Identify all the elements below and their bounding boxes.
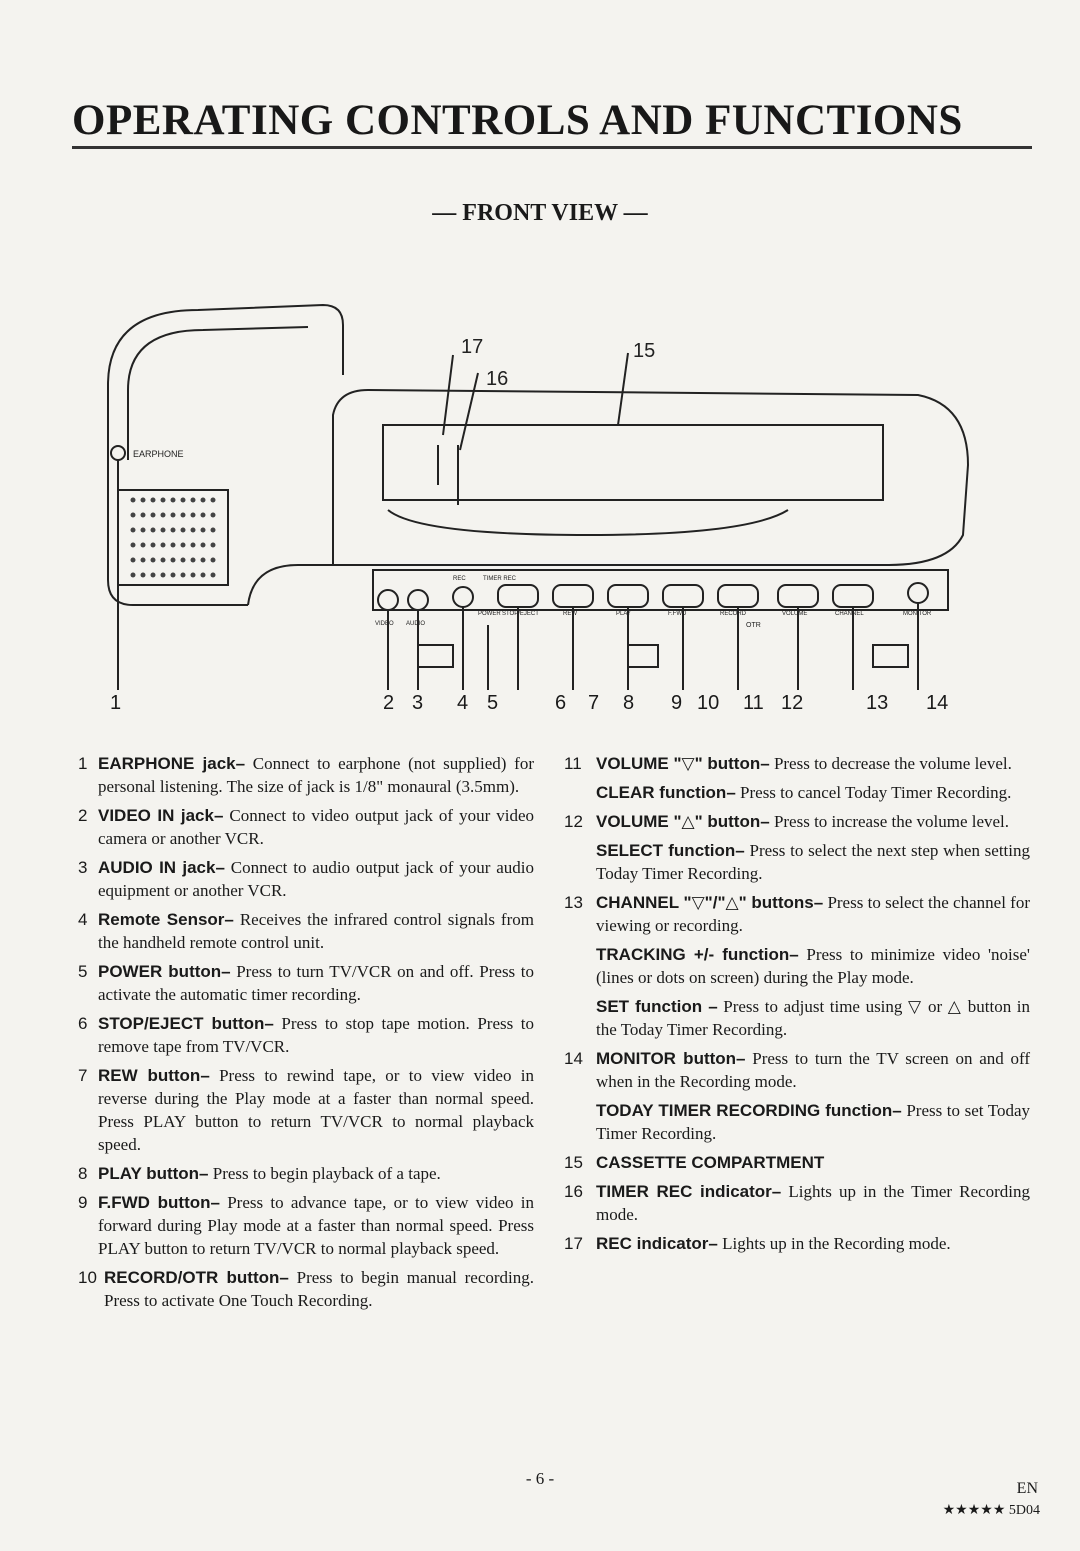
callout-9: 9: [671, 692, 683, 714]
list-item: 15 CASSETTE COMPARTMENT: [564, 1153, 825, 1172]
callout-10: 10: [697, 692, 720, 714]
list-item: 14 MONITOR button– Press to turn the TV screen on and off when in the Recording mode.: [564, 1049, 1030, 1091]
callout-17: 17: [461, 336, 484, 358]
list-item: 12 VOLUME "△" button– Press to increase the volume level.: [564, 812, 1010, 831]
list-subitem: TODAY TIMER RECORDING function– Press to set Today Timer Recording.: [596, 1101, 1030, 1143]
list-item: 17 REC indicator– Lights up in the Recording mode.: [564, 1234, 951, 1253]
callout-15: 15: [633, 340, 656, 362]
list-item: 16 TIMER REC indicator– Lights up in the Timer Recording mode.: [564, 1182, 1030, 1224]
callout-8: 8: [623, 692, 635, 714]
list-item: 1 EARPHONE jack– Connect to earphone (not supplied) for personal listening. The size of jack is 1/8" monaural (3.5mm).: [78, 754, 534, 796]
list-subitem: SET function – Press to adjust time using ▽ or △ button in the Today Timer Recording.: [596, 997, 1031, 1039]
callout-5: 5: [487, 692, 499, 714]
rec-label: REC: [453, 576, 466, 582]
channel-label: CHANNEL: [835, 611, 864, 617]
earphone-label: EARPHONE: [133, 449, 184, 459]
list-item: 4 Remote Sensor– Receives the infrared control signals from the handheld remote control unit.: [78, 910, 534, 952]
callout-14: 14: [926, 692, 949, 714]
callout-6: 6: [555, 692, 567, 714]
callout-13: 13: [866, 692, 889, 714]
power-label: POWER: [478, 611, 501, 617]
list-item: 5 POWER button– Press to turn TV/VCR on and off. Press to activate the automatic timer recording.: [78, 962, 534, 1004]
video-label: VIDEO: [375, 621, 394, 627]
language-code: EN: [1016, 1480, 1038, 1497]
callout-1: 1: [110, 692, 122, 714]
document-code: ★★★★★ 5D04: [942, 1503, 1040, 1518]
page-title: OPERATING CONTROLS AND FUNCTIONS: [72, 97, 963, 144]
monitor-label: MONITOR: [903, 611, 932, 617]
callout-2: 2: [383, 692, 395, 714]
ffwd-label: F.FWD: [668, 611, 687, 617]
front-view-diagram: [88, 235, 1033, 690]
list-item: 3 AUDIO IN jack– Connect to audio output jack of your audio equipment or another VCR.: [78, 858, 535, 900]
callout-3: 3: [412, 692, 424, 714]
volume-label: VOLUME: [782, 611, 808, 617]
callout-4: 4: [457, 692, 469, 714]
list-item: 9 F.FWD button– Press to advance tape, or to view video in forward during Play mode at a faster than normal speed. Press PLAY button to return TV/VCR to normal playback speed.: [78, 1193, 534, 1258]
left-column: [78, 752, 534, 1318]
record-label: RECORD: [720, 611, 747, 617]
list-item: 2 VIDEO IN jack– Connect to video output jack of your video camera or another VCR.: [78, 806, 535, 848]
list-item: 10 RECORD/OTR button– Press to begin manual recording. Press to activate One Touch Recording.: [78, 1268, 534, 1310]
rew-label: REW: [563, 611, 577, 617]
list-item: 8 PLAY button– Press to begin playback of a tape.: [78, 1164, 441, 1183]
list-item: 7 REW button– Press to rewind tape, or to view video in reverse during the Play mode at a faster than normal speed. Press PLAY button to return TV/VCR to normal playback speed.: [78, 1066, 534, 1154]
list-item: 11 VOLUME "▽" button– Press to decrease the volume level.: [564, 754, 1012, 773]
callout-12: 12: [781, 692, 804, 714]
audio-label: AUDIO: [406, 621, 426, 627]
list-subitem: TRACKING +/- function– Press to minimize video 'noise' (lines or dots on screen) during the Play mode.: [596, 945, 1030, 987]
callout-16: 16: [486, 368, 509, 390]
otr-label: OTR: [746, 622, 761, 629]
title-rule: [72, 146, 1032, 149]
list-subitem: CLEAR function– Press to cancel Today Timer Recording.: [596, 783, 1012, 802]
callout-7: 7: [588, 692, 600, 714]
right-column: [564, 752, 1030, 1261]
callout-11: 11: [743, 692, 764, 714]
page-number: - 6 -: [525, 1469, 555, 1488]
section-title: — FRONT VIEW —: [432, 200, 648, 226]
timer-rec-label: TIMER REC: [483, 576, 516, 582]
list-item: 6 STOP/EJECT button– Press to stop tape motion. Press to remove tape from TV/VCR.: [78, 1014, 534, 1056]
list-item: 13 CHANNEL "▽"/"△" buttons– Press to select the channel for viewing or recording.: [564, 893, 1030, 935]
stop-eject-label: STOP/EJECT: [502, 611, 539, 617]
list-subitem: SELECT function– Press to select the next step when setting Today Timer Recording.: [596, 841, 1031, 883]
play-label: PLAY: [616, 611, 631, 617]
